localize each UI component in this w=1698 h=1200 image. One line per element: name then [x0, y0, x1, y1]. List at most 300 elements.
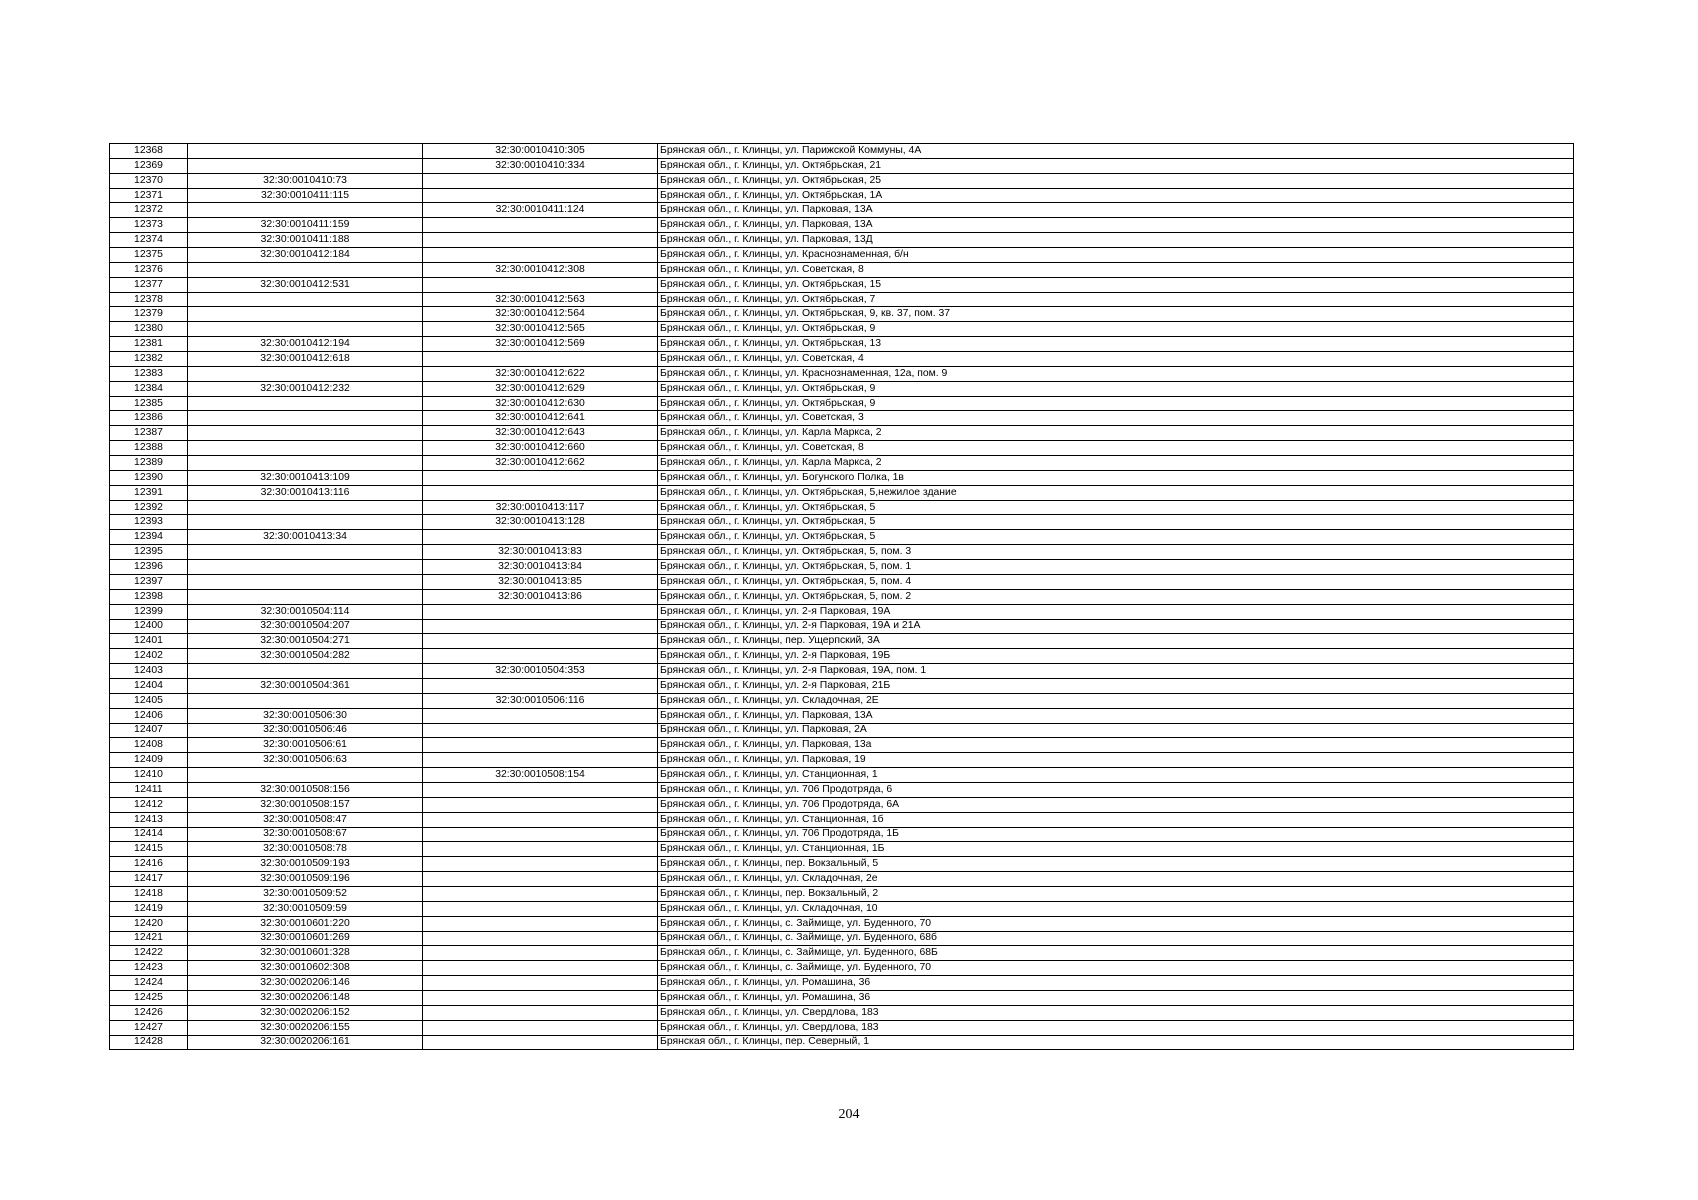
table-row — [110, 649, 1574, 664]
land-cadastral-number-cell — [188, 500, 423, 515]
building-cadastral-number-cell — [423, 188, 658, 203]
land-cadastral-number-cell: 32:30:0020206:148 — [188, 990, 423, 1005]
land-cadastral-number-cell: 32:30:0010509:193 — [188, 857, 423, 872]
land-cadastral-number-cell — [188, 768, 423, 783]
row-number-cell: 12413 — [110, 812, 188, 827]
table-row — [110, 485, 1574, 500]
building-cadastral-number-cell: 32:30:0010412:630 — [423, 396, 658, 411]
land-cadastral-number-cell: 32:30:0010602:308 — [188, 961, 423, 976]
table-row — [110, 693, 1574, 708]
row-number-cell: 12406 — [110, 708, 188, 723]
building-cadastral-number-cell — [423, 842, 658, 857]
table-row — [110, 530, 1574, 545]
building-cadastral-number-cell: 32:30:0010412:662 — [423, 456, 658, 471]
land-cadastral-number-cell: 32:30:0020206:146 — [188, 976, 423, 991]
table-row — [110, 604, 1574, 619]
building-cadastral-number-cell: 32:30:0010412:622 — [423, 366, 658, 381]
building-cadastral-number-cell — [423, 812, 658, 827]
address-cell: Брянская обл., г. Клинцы, ул. 2-я Парковая, 19Б — [658, 649, 1574, 664]
table-row — [110, 589, 1574, 604]
land-cadastral-number-cell — [188, 664, 423, 679]
building-cadastral-number-cell — [423, 857, 658, 872]
row-number-cell: 12382 — [110, 352, 188, 367]
address-cell: Брянская обл., г. Клинцы, ул. Станционная, 1б — [658, 812, 1574, 827]
land-cadastral-number-cell: 32:30:0010509:52 — [188, 886, 423, 901]
row-number-cell: 12414 — [110, 827, 188, 842]
table-row — [110, 441, 1574, 456]
building-cadastral-number-cell: 32:30:0010410:305 — [423, 144, 658, 159]
table-row — [110, 307, 1574, 322]
table-row — [110, 664, 1574, 679]
row-number-cell: 12420 — [110, 916, 188, 931]
land-cadastral-number-cell: 32:30:0010412:184 — [188, 248, 423, 263]
address-cell: Брянская обл., г. Клинцы, ул. Богунского Полка, 1в — [658, 470, 1574, 485]
address-cell: Брянская обл., г. Клинцы, ул. 2-я Парковая, 19А, пом. 1 — [658, 664, 1574, 679]
table-row — [110, 396, 1574, 411]
land-cadastral-number-cell: 32:30:0010413:116 — [188, 485, 423, 500]
address-cell: Брянская обл., г. Клинцы, ул. Карла Маркса, 2 — [658, 426, 1574, 441]
row-number-cell: 12415 — [110, 842, 188, 857]
address-cell: Брянская обл., г. Клинцы, ул. Складочная, 2е — [658, 872, 1574, 887]
building-cadastral-number-cell — [423, 738, 658, 753]
building-cadastral-number-cell: 32:30:0010504:353 — [423, 664, 658, 679]
land-cadastral-number-cell: 32:30:0010508:47 — [188, 812, 423, 827]
row-number-cell: 12389 — [110, 456, 188, 471]
row-number-cell: 12378 — [110, 292, 188, 307]
row-number-cell: 12385 — [110, 396, 188, 411]
land-cadastral-number-cell: 32:30:0010412:618 — [188, 352, 423, 367]
table-row — [110, 842, 1574, 857]
row-number-cell: 12400 — [110, 619, 188, 634]
land-cadastral-number-cell: 32:30:0010412:194 — [188, 337, 423, 352]
land-cadastral-number-cell — [188, 322, 423, 337]
address-cell: Брянская обл., г. Клинцы, ул. Складочная, 2Е — [658, 693, 1574, 708]
land-cadastral-number-cell: 32:30:0010504:271 — [188, 634, 423, 649]
address-cell: Брянская обл., г. Клинцы, ул. Октябрьская, 5, пом. 1 — [658, 560, 1574, 575]
address-cell: Брянская обл., г. Клинцы, ул. Октябрьская, 21 — [658, 158, 1574, 173]
building-cadastral-number-cell — [423, 708, 658, 723]
address-cell: Брянская обл., г. Клинцы, ул. 706 Продотряда, 1Б — [658, 827, 1574, 842]
land-cadastral-number-cell: 32:30:0010504:361 — [188, 678, 423, 693]
table-row — [110, 262, 1574, 277]
building-cadastral-number-cell — [423, 248, 658, 263]
table-row — [110, 1020, 1574, 1035]
land-cadastral-number-cell: 32:30:0010411:115 — [188, 188, 423, 203]
table-row — [110, 857, 1574, 872]
table-row — [110, 515, 1574, 530]
table-row — [110, 619, 1574, 634]
land-cadastral-number-cell: 32:30:0010412:232 — [188, 381, 423, 396]
building-cadastral-number-cell — [423, 886, 658, 901]
land-cadastral-number-cell: 32:30:0010411:159 — [188, 218, 423, 233]
land-cadastral-number-cell — [188, 515, 423, 530]
table-row — [110, 678, 1574, 693]
address-cell: Брянская обл., г. Клинцы, ул. Парковая, 19 — [658, 753, 1574, 768]
table-row — [110, 1005, 1574, 1020]
building-cadastral-number-cell — [423, 872, 658, 887]
building-cadastral-number-cell: 32:30:0010413:117 — [423, 500, 658, 515]
address-cell: Брянская обл., г. Клинцы, ул. Октябрьская, 13 — [658, 337, 1574, 352]
land-cadastral-number-cell: 32:30:0010411:188 — [188, 233, 423, 248]
row-number-cell: 12374 — [110, 233, 188, 248]
row-number-cell: 12391 — [110, 485, 188, 500]
row-number-cell: 12370 — [110, 173, 188, 188]
building-cadastral-number-cell: 32:30:0010410:334 — [423, 158, 658, 173]
table-row — [110, 931, 1574, 946]
row-number-cell: 12369 — [110, 158, 188, 173]
table-row — [110, 872, 1574, 887]
registry-table-body — [110, 144, 1574, 1050]
address-cell: Брянская обл., г. Клинцы, ул. Краснознаменная, 12а, пом. 9 — [658, 366, 1574, 381]
row-number-cell: 12377 — [110, 277, 188, 292]
building-cadastral-number-cell — [423, 173, 658, 188]
address-cell: Брянская обл., г. Клинцы, ул. Октябрьская, 7 — [658, 292, 1574, 307]
row-number-cell: 12371 — [110, 188, 188, 203]
row-number-cell: 12411 — [110, 782, 188, 797]
building-cadastral-number-cell — [423, 649, 658, 664]
address-cell: Брянская обл., г. Клинцы, ул. Октябрьская, 5 — [658, 530, 1574, 545]
row-number-cell: 12423 — [110, 961, 188, 976]
table-row — [110, 277, 1574, 292]
row-number-cell: 12393 — [110, 515, 188, 530]
table-row — [110, 886, 1574, 901]
land-cadastral-number-cell: 32:30:0020206:155 — [188, 1020, 423, 1035]
land-cadastral-number-cell — [188, 262, 423, 277]
building-cadastral-number-cell — [423, 619, 658, 634]
table-row — [110, 233, 1574, 248]
row-number-cell: 12424 — [110, 976, 188, 991]
building-cadastral-number-cell — [423, 1035, 658, 1050]
address-cell: Брянская обл., г. Клинцы, ул. Парковая, 2А — [658, 723, 1574, 738]
row-number-cell: 12402 — [110, 649, 188, 664]
table-row — [110, 188, 1574, 203]
building-cadastral-number-cell — [423, 797, 658, 812]
building-cadastral-number-cell: 32:30:0010413:86 — [423, 589, 658, 604]
land-cadastral-number-cell: 32:30:0010508:156 — [188, 782, 423, 797]
row-number-cell: 12417 — [110, 872, 188, 887]
row-number-cell: 12376 — [110, 262, 188, 277]
building-cadastral-number-cell — [423, 931, 658, 946]
row-number-cell: 12409 — [110, 753, 188, 768]
building-cadastral-number-cell — [423, 976, 658, 991]
table-row — [110, 708, 1574, 723]
address-cell: Брянская обл., г. Клинцы, пер. Ущерпский, 3А — [658, 634, 1574, 649]
address-cell: Брянская обл., г. Клинцы, ул. Свердлова, 183 — [658, 1020, 1574, 1035]
table-row — [110, 634, 1574, 649]
land-cadastral-number-cell — [188, 158, 423, 173]
building-cadastral-number-cell: 32:30:0010412:308 — [423, 262, 658, 277]
address-cell: Брянская обл., г. Клинцы, ул. Октябрьская, 5, пом. 4 — [658, 574, 1574, 589]
land-cadastral-number-cell: 32:30:0020206:161 — [188, 1035, 423, 1050]
registry-table — [109, 143, 1574, 1050]
land-cadastral-number-cell — [188, 693, 423, 708]
address-cell: Брянская обл., г. Клинцы, ул. Станционная, 1 — [658, 768, 1574, 783]
building-cadastral-number-cell — [423, 218, 658, 233]
building-cadastral-number-cell — [423, 1005, 658, 1020]
building-cadastral-number-cell: 32:30:0010413:85 — [423, 574, 658, 589]
building-cadastral-number-cell — [423, 990, 658, 1005]
table-row — [110, 723, 1574, 738]
address-cell: Брянская обл., г. Клинцы, ул. 2-я Парковая, 21Б — [658, 678, 1574, 693]
land-cadastral-number-cell: 32:30:0010601:269 — [188, 931, 423, 946]
row-number-cell: 12368 — [110, 144, 188, 159]
building-cadastral-number-cell: 32:30:0010506:116 — [423, 693, 658, 708]
table-row — [110, 203, 1574, 218]
row-number-cell: 12421 — [110, 931, 188, 946]
building-cadastral-number-cell: 32:30:0010412:565 — [423, 322, 658, 337]
row-number-cell: 12412 — [110, 797, 188, 812]
address-cell: Брянская обл., г. Клинцы, ул. Октябрьская, 9 — [658, 322, 1574, 337]
row-number-cell: 12373 — [110, 218, 188, 233]
row-number-cell: 12372 — [110, 203, 188, 218]
table-row — [110, 901, 1574, 916]
address-cell: Брянская обл., г. Клинцы, ул. Октябрьская, 9 — [658, 381, 1574, 396]
table-row — [110, 144, 1574, 159]
row-number-cell: 12379 — [110, 307, 188, 322]
row-number-cell: 12384 — [110, 381, 188, 396]
row-number-cell: 12392 — [110, 500, 188, 515]
table-row — [110, 426, 1574, 441]
address-cell: Брянская обл., г. Клинцы, ул. Октябрьская, 5 — [658, 500, 1574, 515]
table-row — [110, 1035, 1574, 1050]
row-number-cell: 12425 — [110, 990, 188, 1005]
land-cadastral-number-cell — [188, 396, 423, 411]
address-cell: Брянская обл., г. Клинцы, ул. 706 Продотряда, 6А — [658, 797, 1574, 812]
address-cell: Брянская обл., г. Клинцы, ул. Парковая, 13А — [658, 203, 1574, 218]
building-cadastral-number-cell — [423, 946, 658, 961]
row-number-cell: 12403 — [110, 664, 188, 679]
land-cadastral-number-cell: 32:30:0010508:157 — [188, 797, 423, 812]
row-number-cell: 12390 — [110, 470, 188, 485]
row-number-cell: 12405 — [110, 693, 188, 708]
building-cadastral-number-cell — [423, 723, 658, 738]
land-cadastral-number-cell: 32:30:0010413:109 — [188, 470, 423, 485]
row-number-cell: 12399 — [110, 604, 188, 619]
table-row — [110, 768, 1574, 783]
table-row — [110, 574, 1574, 589]
land-cadastral-number-cell: 32:30:0010508:78 — [188, 842, 423, 857]
address-cell: Брянская обл., г. Клинцы, ул. Парковая, 13Д — [658, 233, 1574, 248]
table-row — [110, 500, 1574, 515]
address-cell: Брянская обл., г. Клинцы, ул. Свердлова, 183 — [658, 1005, 1574, 1020]
row-number-cell: 12416 — [110, 857, 188, 872]
land-cadastral-number-cell: 32:30:0010509:196 — [188, 872, 423, 887]
building-cadastral-number-cell — [423, 470, 658, 485]
building-cadastral-number-cell: 32:30:0010412:641 — [423, 411, 658, 426]
address-cell: Брянская обл., г. Клинцы, ул. Советская, 4 — [658, 352, 1574, 367]
land-cadastral-number-cell — [188, 560, 423, 575]
table-row — [110, 158, 1574, 173]
building-cadastral-number-cell: 32:30:0010412:569 — [423, 337, 658, 352]
row-number-cell: 12375 — [110, 248, 188, 263]
table-row — [110, 812, 1574, 827]
table-row — [110, 990, 1574, 1005]
land-cadastral-number-cell: 32:30:0010506:63 — [188, 753, 423, 768]
land-cadastral-number-cell — [188, 292, 423, 307]
building-cadastral-number-cell — [423, 961, 658, 976]
row-number-cell: 12419 — [110, 901, 188, 916]
row-number-cell: 12388 — [110, 441, 188, 456]
building-cadastral-number-cell — [423, 916, 658, 931]
building-cadastral-number-cell: 32:30:0010413:84 — [423, 560, 658, 575]
building-cadastral-number-cell: 32:30:0010412:629 — [423, 381, 658, 396]
table-row — [110, 470, 1574, 485]
row-number-cell: 12401 — [110, 634, 188, 649]
address-cell: Брянская обл., г. Клинцы, ул. Октябрьская, 1А — [658, 188, 1574, 203]
table-row — [110, 218, 1574, 233]
table-row — [110, 411, 1574, 426]
building-cadastral-number-cell — [423, 233, 658, 248]
table-row — [110, 322, 1574, 337]
address-cell: Брянская обл., г. Клинцы, ул. Парковая, 13а — [658, 738, 1574, 753]
land-cadastral-number-cell — [188, 545, 423, 560]
table-row — [110, 545, 1574, 560]
land-cadastral-number-cell: 32:30:0010509:59 — [188, 901, 423, 916]
page-number: 204 — [838, 1107, 860, 1122]
table-row — [110, 381, 1574, 396]
address-cell: Брянская обл., г. Клинцы, ул. Парковая, 13А — [658, 218, 1574, 233]
table-row — [110, 797, 1574, 812]
building-cadastral-number-cell — [423, 782, 658, 797]
land-cadastral-number-cell: 32:30:0010506:46 — [188, 723, 423, 738]
row-number-cell: 12381 — [110, 337, 188, 352]
table-row — [110, 916, 1574, 931]
address-cell: Брянская обл., г. Клинцы, ул. Парковая, 13А — [658, 708, 1574, 723]
building-cadastral-number-cell — [423, 634, 658, 649]
table-row — [110, 292, 1574, 307]
building-cadastral-number-cell: 32:30:0010412:564 — [423, 307, 658, 322]
building-cadastral-number-cell: 32:30:0010412:563 — [423, 292, 658, 307]
building-cadastral-number-cell — [423, 1020, 658, 1035]
land-cadastral-number-cell: 32:30:0020206:152 — [188, 1005, 423, 1020]
table-row — [110, 173, 1574, 188]
building-cadastral-number-cell: 32:30:0010412:660 — [423, 441, 658, 456]
address-cell: Брянская обл., г. Клинцы, ул. Ромашина, 36 — [658, 976, 1574, 991]
address-cell: Брянская обл., г. Клинцы, ул. 2-я Парковая, 19А — [658, 604, 1574, 619]
address-cell: Брянская обл., г. Клинцы, ул. Октябрьская, 9, кв. 37, пом. 37 — [658, 307, 1574, 322]
address-cell: Брянская обл., г. Клинцы, ул. 2-я Парковая, 19А и 21А — [658, 619, 1574, 634]
building-cadastral-number-cell — [423, 827, 658, 842]
address-cell: Брянская обл., г. Клинцы, ул. Советская, 8 — [658, 262, 1574, 277]
row-number-cell: 12387 — [110, 426, 188, 441]
building-cadastral-number-cell — [423, 901, 658, 916]
land-cadastral-number-cell: 32:30:0010506:61 — [188, 738, 423, 753]
land-cadastral-number-cell — [188, 456, 423, 471]
land-cadastral-number-cell — [188, 574, 423, 589]
address-cell: Брянская обл., г. Клинцы, пер. Северный, 1 — [658, 1035, 1574, 1050]
address-cell: Брянская обл., г. Клинцы, ул. Октябрьская, 5 — [658, 515, 1574, 530]
land-cadastral-number-cell: 32:30:0010601:328 — [188, 946, 423, 961]
land-cadastral-number-cell — [188, 411, 423, 426]
row-number-cell: 12427 — [110, 1020, 188, 1035]
land-cadastral-number-cell — [188, 366, 423, 381]
building-cadastral-number-cell — [423, 678, 658, 693]
row-number-cell: 12404 — [110, 678, 188, 693]
row-number-cell: 12383 — [110, 366, 188, 381]
address-cell: Брянская обл., г. Клинцы, ул. Октябрьская, 5, пом. 2 — [658, 589, 1574, 604]
row-number-cell: 12422 — [110, 946, 188, 961]
row-number-cell: 12380 — [110, 322, 188, 337]
table-row — [110, 976, 1574, 991]
address-cell: Брянская обл., г. Клинцы, с. Займище, ул. Буденного, 70 — [658, 961, 1574, 976]
land-cadastral-number-cell: 32:30:0010506:30 — [188, 708, 423, 723]
table-row — [110, 738, 1574, 753]
address-cell: Брянская обл., г. Клинцы, ул. Октябрьская, 5,нежилое здание — [658, 485, 1574, 500]
address-cell: Брянская обл., г. Клинцы, ул. Складочная, 10 — [658, 901, 1574, 916]
building-cadastral-number-cell: 32:30:0010412:643 — [423, 426, 658, 441]
row-number-cell: 12426 — [110, 1005, 188, 1020]
address-cell: Брянская обл., г. Клинцы, с. Займище, ул. Буденного, 68Б — [658, 946, 1574, 961]
land-cadastral-number-cell: 32:30:0010504:207 — [188, 619, 423, 634]
address-cell: Брянская обл., г. Клинцы, ул. Октябрьская, 15 — [658, 277, 1574, 292]
table-row — [110, 753, 1574, 768]
building-cadastral-number-cell — [423, 753, 658, 768]
address-cell: Брянская обл., г. Клинцы, с. Займище, ул. Буденного, 70 — [658, 916, 1574, 931]
table-row — [110, 366, 1574, 381]
address-cell: Брянская обл., г. Клинцы, пер. Вокзальный, 2 — [658, 886, 1574, 901]
land-cadastral-number-cell: 32:30:0010504:114 — [188, 604, 423, 619]
address-cell: Брянская обл., г. Клинцы, ул. Карла Маркса, 2 — [658, 456, 1574, 471]
address-cell: Брянская обл., г. Клинцы, ул. Ромашина, 36 — [658, 990, 1574, 1005]
row-number-cell: 12410 — [110, 768, 188, 783]
row-number-cell: 12408 — [110, 738, 188, 753]
row-number-cell: 12418 — [110, 886, 188, 901]
row-number-cell: 12386 — [110, 411, 188, 426]
row-number-cell: 12396 — [110, 560, 188, 575]
row-number-cell: 12398 — [110, 589, 188, 604]
row-number-cell: 12428 — [110, 1035, 188, 1050]
land-cadastral-number-cell: 32:30:0010601:220 — [188, 916, 423, 931]
address-cell: Брянская обл., г. Клинцы, ул. 706 Продотряда, 6 — [658, 782, 1574, 797]
building-cadastral-number-cell: 32:30:0010413:83 — [423, 545, 658, 560]
land-cadastral-number-cell: 32:30:0010410:73 — [188, 173, 423, 188]
address-cell: Брянская обл., г. Клинцы, ул. Октябрьская, 5, пом. 3 — [658, 545, 1574, 560]
land-cadastral-number-cell — [188, 203, 423, 218]
land-cadastral-number-cell: 32:30:0010504:282 — [188, 649, 423, 664]
table-row — [110, 782, 1574, 797]
building-cadastral-number-cell — [423, 485, 658, 500]
address-cell: Брянская обл., г. Клинцы, ул. Октябрьская, 9 — [658, 396, 1574, 411]
building-cadastral-number-cell: 32:30:0010411:124 — [423, 203, 658, 218]
address-cell: Брянская обл., г. Клинцы, ул. Парижской Коммуны, 4А — [658, 144, 1574, 159]
row-number-cell: 12407 — [110, 723, 188, 738]
address-cell: Брянская обл., г. Клинцы, ул. Станционная, 1Б — [658, 842, 1574, 857]
address-cell: Брянская обл., г. Клинцы, ул. Советская, 8 — [658, 441, 1574, 456]
table-row — [110, 337, 1574, 352]
land-cadastral-number-cell: 32:30:0010413:34 — [188, 530, 423, 545]
land-cadastral-number-cell — [188, 426, 423, 441]
address-cell: Брянская обл., г. Клинцы, ул. Советская, 3 — [658, 411, 1574, 426]
table-row — [110, 946, 1574, 961]
land-cadastral-number-cell — [188, 307, 423, 322]
building-cadastral-number-cell: 32:30:0010508:154 — [423, 768, 658, 783]
table-row — [110, 827, 1574, 842]
building-cadastral-number-cell — [423, 277, 658, 292]
table-row — [110, 248, 1574, 263]
address-cell: Брянская обл., г. Клинцы, ул. Октябрьская, 25 — [658, 173, 1574, 188]
land-cadastral-number-cell — [188, 144, 423, 159]
land-cadastral-number-cell: 32:30:0010412:531 — [188, 277, 423, 292]
land-cadastral-number-cell: 32:30:0010508:67 — [188, 827, 423, 842]
address-cell: Брянская обл., г. Клинцы, с. Займище, ул. Буденного, 68б — [658, 931, 1574, 946]
land-cadastral-number-cell — [188, 589, 423, 604]
row-number-cell: 12395 — [110, 545, 188, 560]
table-row — [110, 456, 1574, 471]
building-cadastral-number-cell: 32:30:0010413:128 — [423, 515, 658, 530]
building-cadastral-number-cell — [423, 352, 658, 367]
land-cadastral-number-cell — [188, 441, 423, 456]
table-row — [110, 352, 1574, 367]
